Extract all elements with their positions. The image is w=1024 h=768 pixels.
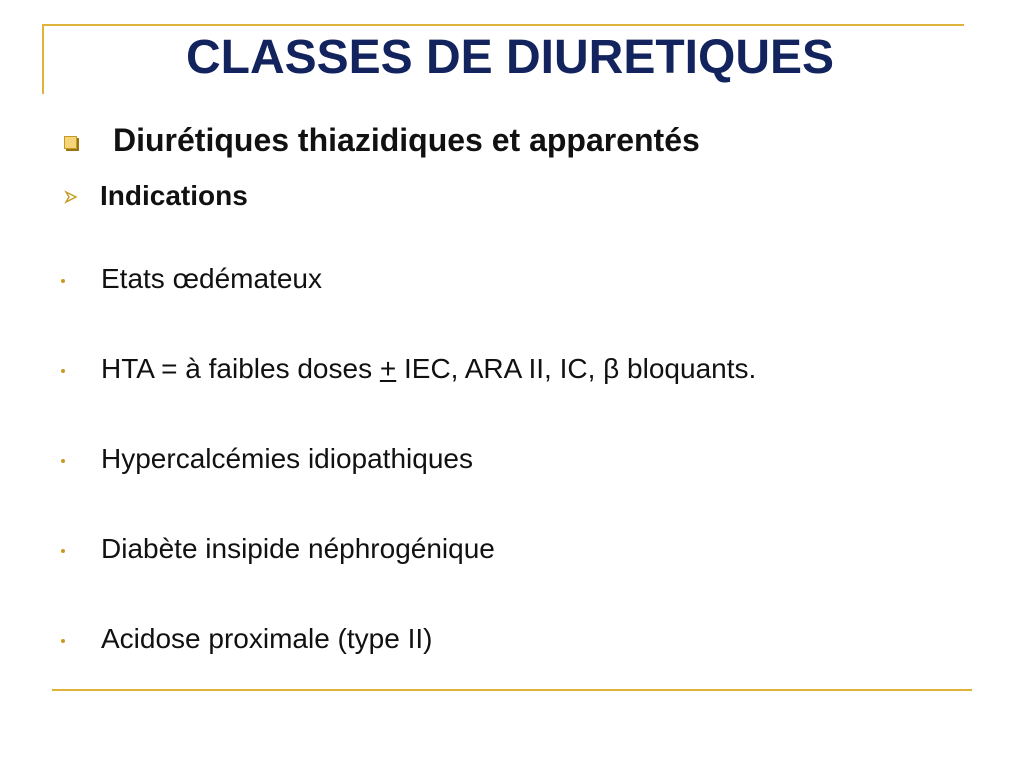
list-item-text: Acidose proximale (type II) <box>101 623 433 654</box>
list-item <box>58 258 988 300</box>
dot-bullet-icon <box>61 369 65 373</box>
subheading-row <box>64 176 248 216</box>
list-item-text: Diabète insipide néphrogénique <box>101 533 495 564</box>
list-item-text: Hypercalcémies idiopathiques <box>101 443 473 474</box>
subheading: Indications <box>100 180 248 211</box>
list-item-text <box>101 348 756 390</box>
arrow-bullet-icon <box>64 190 78 204</box>
dot-bullet-icon <box>61 459 65 463</box>
list-item-text: Etats œdémateux <box>101 263 322 294</box>
indications-list <box>58 258 988 708</box>
list-item-text-pre: HTA = à faibles doses <box>101 353 380 384</box>
list-item <box>58 618 988 660</box>
section-heading: Diurétiques thiazidiques et apparentés <box>113 122 700 158</box>
list-item-text-post: IEC, ARA II, IC, β bloquants. <box>396 353 757 384</box>
list-item <box>58 438 988 480</box>
left-rule <box>42 24 44 94</box>
dot-bullet-icon <box>61 549 65 553</box>
plus-minus-symbol: + <box>379 353 397 384</box>
top-rule <box>42 24 964 26</box>
dot-bullet-icon <box>61 639 65 643</box>
list-item <box>58 348 988 390</box>
square-bullet-icon <box>64 136 77 149</box>
heading-row <box>64 118 700 162</box>
slide-title: CLASSES DE DIURETIQUES <box>185 31 835 84</box>
dot-bullet-icon <box>61 279 65 283</box>
list-item <box>58 528 988 570</box>
